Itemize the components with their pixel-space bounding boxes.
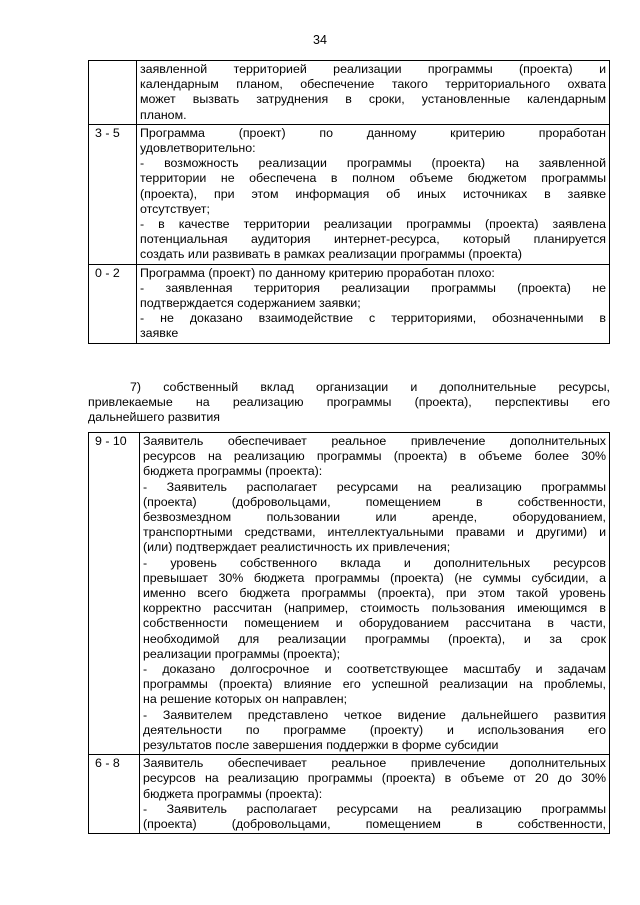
score-cell: 0 - 2 (89, 264, 137, 343)
description-line: бюджета программы (проекта): (143, 786, 323, 801)
description-cell (140, 755, 610, 834)
table-row (89, 264, 610, 343)
table-row (89, 755, 610, 834)
description-line: бюджета программы (проекта): (143, 464, 323, 479)
description-line: корректно рассчитан (например, стоимость пользования имеющимся в (143, 601, 606, 616)
description-line: - не доказано взаимодействие с территориями, обозначенными в (140, 311, 606, 326)
description-cell (140, 433, 610, 755)
criterion-7-line: дальнейшего развития (88, 410, 221, 425)
description-line: - Заявитель располагает ресурсами на реализацию программы (143, 479, 606, 494)
description-line: подтверждается содержанием заявки; (140, 296, 361, 311)
description-line: (проекта) (добровольцами, помещением в собственности, (143, 494, 606, 509)
description-line: безвозмездном пользовании или аренде, оборудованием, (143, 510, 606, 525)
description-line: территории не обеспечена в полном объеме бюджетом программы (140, 171, 606, 186)
description-line: отсутствует; (140, 201, 210, 216)
criteria-table-6 (88, 60, 610, 344)
description-line: удовлетворительно: (140, 141, 256, 156)
description-cell (137, 61, 610, 125)
description-line: календарным планом, обеспечение такого территориального охвата (140, 77, 606, 92)
description-line: реализации программы (проекта); (143, 646, 341, 661)
description-line: необходимой для реализации программы (проекта), и за срок (143, 631, 606, 646)
description-line: заявленной территорией реализации программы (проекта) и (140, 62, 606, 76)
table-row (89, 124, 610, 264)
description-line: (проекта) (добровольцами, помещением в собственности, (143, 817, 606, 832)
description-cell (137, 124, 610, 264)
score-cell: 6 - 8 (89, 755, 140, 834)
description-line: - заявленная территория реализации программы (проекта) не (140, 280, 606, 295)
description-line: создать или развивать в рамках реализации программы (проекта) (140, 247, 523, 262)
criteria-table-7 (88, 432, 610, 834)
description-line: планом. (140, 107, 187, 122)
table-1-body (89, 61, 610, 344)
description-line: - в качестве территории реализации программы (проекта) заявлена (140, 217, 606, 232)
table-row (89, 433, 610, 755)
table-row (89, 61, 610, 125)
description-line: программы (проекта) влияние его успешной реализации на проблемы, (143, 677, 606, 692)
description-line: собственности помещением и оборудованием рассчитана в части, (143, 616, 606, 631)
criterion-7-heading (88, 380, 610, 426)
description-line: потенциальная аудитория интернет-ресурса, который планируется (140, 232, 606, 247)
description-line: - Заявитель располагает ресурсами на реализацию программы (143, 801, 606, 816)
table-2-body (89, 433, 610, 834)
description-line: Программа (проект) по данному критерию проработан (140, 125, 606, 140)
description-line: превышает 30% бюджета программы (проекта) (не суммы субсидии, а (143, 570, 606, 585)
description-line: Заявитель обеспечивает реальное привлечение дополнительных (143, 434, 606, 448)
description-line: на решение которых он направлен; (143, 692, 348, 707)
criterion-7-line: 7) собственный вклад организации и дополнительные ресурсы, (130, 380, 610, 394)
score-cell: 9 - 10 (89, 433, 140, 755)
criterion-7-line: привлекаемые на реализацию программы (проекта), перспективы его (88, 395, 610, 410)
description-line: деятельности по программе (проекту) и использования его (143, 722, 606, 737)
description-line: - доказано долгосрочное и соответствующее масштабу и задачам (143, 662, 606, 677)
description-line: - возможность реализации программы (проекта) на заявленной (140, 156, 606, 171)
description-line: заявке (140, 326, 179, 341)
description-line: - Заявителем представлено четкое видение дальнейшего развития (143, 707, 606, 722)
description-line: ресурсов на реализацию программы (проекта) в объеме более 30% (143, 449, 606, 464)
description-line: - уровень собственного вклада и дополнительных ресурсов (143, 555, 606, 570)
description-line: может вызвать затруднения в сроки, установленные календарным (140, 92, 606, 107)
description-cell (137, 264, 610, 343)
description-line: Заявитель обеспечивает реальное привлечение дополнительных (143, 756, 606, 771)
description-line: ресурсов на реализацию программы (проекта) в объеме от 20 до 30% (143, 771, 606, 786)
description-line: именно всего бюджета программы (проекта), при этом такой уровень (143, 586, 606, 601)
description-line: (или) подтверждает реалистичность их привлечения; (143, 540, 451, 555)
description-line: Программа (проект) по данному критерию проработан плохо: (140, 265, 495, 280)
score-cell (89, 61, 137, 125)
description-line: транспортными средствами, интеллектуальными правами и другими) и (143, 525, 606, 540)
description-line: результатов после завершения поддержки в форме субсидии (143, 738, 499, 753)
description-line: (проекта), при этом информация об иных источниках в заявке (140, 186, 606, 201)
page-number: 34 (313, 33, 327, 47)
score-cell: 3 - 5 (89, 124, 137, 264)
